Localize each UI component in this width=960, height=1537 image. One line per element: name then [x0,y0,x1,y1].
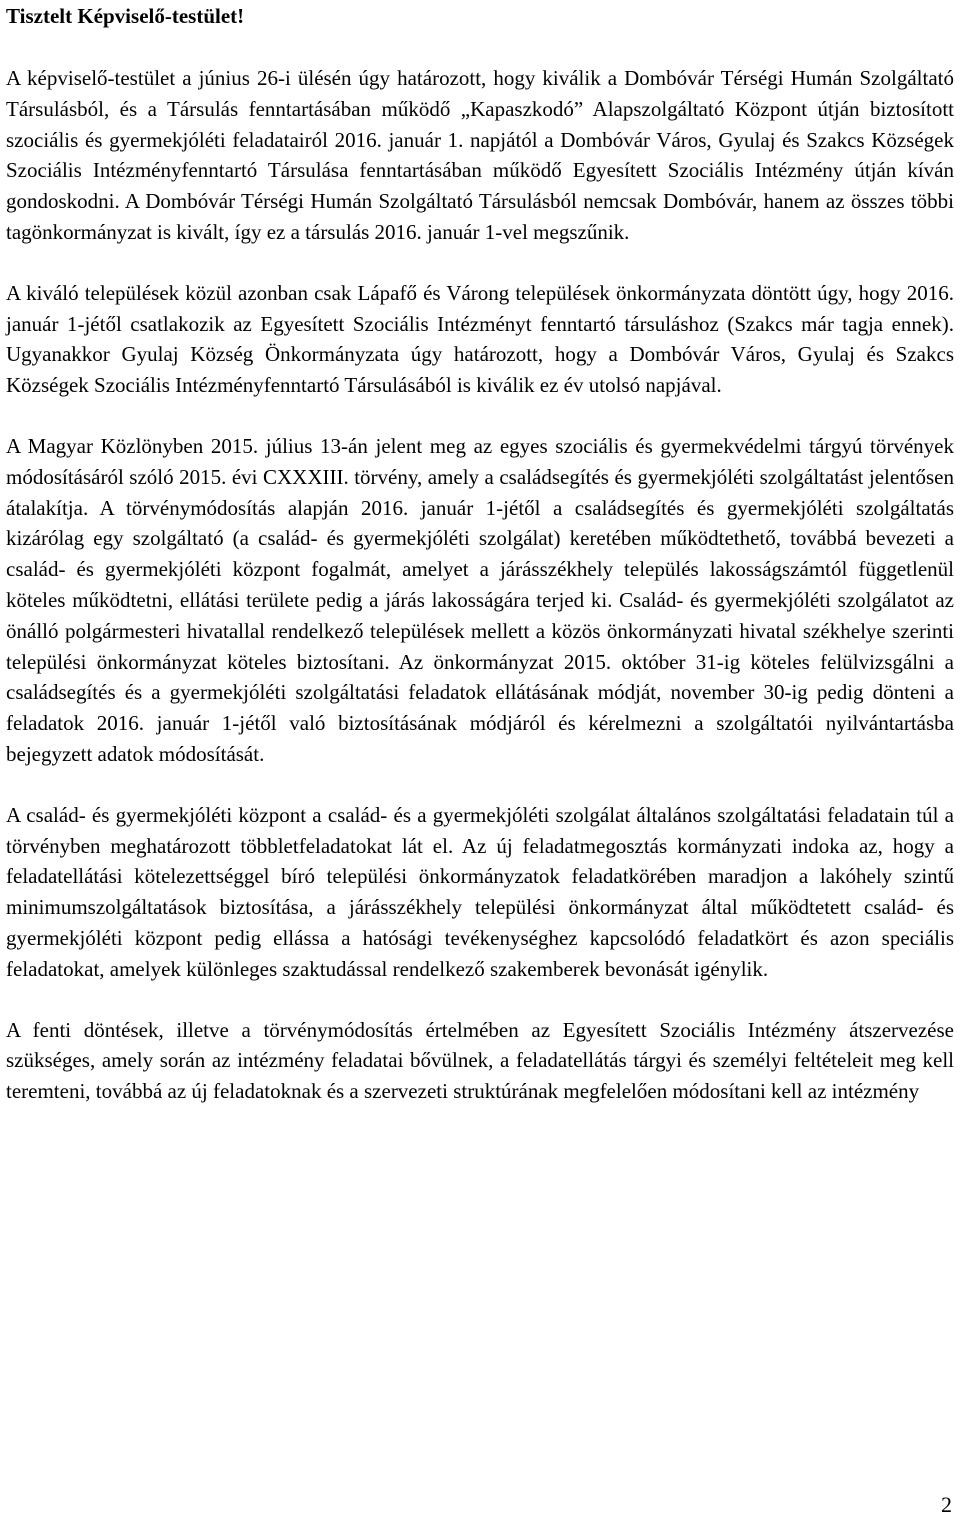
paragraph-5: A fenti döntések, illetve a törvénymódosítás értelmében az Egyesített Szociális Intézmény átszervezése szükséges, amely során az intézmény feladatai bővülnek, a feladatellátás tárgyi és személyi feltételeit meg kell teremteni, továbbá az új feladatoknak és a szervezeti struktúrának megfelelően módosítani kell az intézmény [6,1017,954,1104]
paragraph-2: A kiváló települések közül azonban csak Lápafő és Várong települések önkormányzata döntött úgy, hogy 2016. január 1-jétől csatlakozik az Egyesített Szociális Intézményt fenntartó társuláshoz (Szakcs már tagja ennek). Ugyanakkor Gyulaj Község Önkormányzata úgy határozott, hogy a Dombóvár Város, Gyulaj és Szakcs Községek Szociális Intézményfenntartó Társulásából is kiválik ez év utolsó napjával. [6,280,954,398]
paragraph-1: A képviselő-testület a június 26-i ülésén úgy határozott, hogy kiválik a Dombóvár Térségi Humán Szolgáltató Társulásból, és a Társulás fenntartásában működő „Kapaszkodó” Alapszolgáltató Központ útján biztosított szociális és gyermekjóléti feladatairól 2016. január 1. napjától a Dombóvár Város, Gyulaj és Szakcs Községek Szociális Intézményfenntartó Társulása fenntartásában működő Egyesített Szociális Intézmény útján kíván gondoskodni. A Dombóvár Térségi Humán Szolgáltató Társulásból nemcsak Dombóvár, hanem az összes többi tagönkormányzat is kivált, így ez a társulás 2016. január 1-vel megszűnik. [6,66,954,244]
page-number: 2 [941,1492,952,1517]
document-page [6,0,954,1107]
document-heading: Tisztelt Képviselő-testület! [6,4,245,28]
paragraph-3: A Magyar Közlönyben 2015. július 13-án jelent meg az egyes szociális és gyermekvédelmi tárgyú törvények módosításáról szóló 2015. évi CXXXIII. törvény, amely a családsegítés és gyermekjóléti szolgáltatást jelentősen átalakítja. A törvénymódosítás alapján 2016. január 1-jétől a családsegítés és gyermekjóléti szolgáltatás kizárólag egy szolgáltató (a család- és gyermekjóléti szolgálat) keretében működtethető, továbbá bevezeti a család- és gyermekjóléti központ fogalmát, amelyet a járásszékhely település lakosságszámtól függetlenül köteles működtetni, ellátási területe pedig a járás lakosságára terjed ki. Család- és gyermekjóléti szolgálatot az önálló polgármesteri hivatallal rendelkező települések mellett a közös önkormányzati hivatal székhelye szerinti települési önkormányzat köteles biztosítani. Az önkormányzat 2015. október 31-ig köteles felülvizsgálni a családsegítés és a gyermekjóléti szolgáltatási feladatok ellátásának módját, november 30-ig pedig dönteni a feladatok 2016. január 1-jétől való biztosításának módjáról és kérelmezni a szolgáltatói nyilvántartásba bejegyzett adatok módosítását. [6,433,954,766]
paragraph-4: A család- és gyermekjóléti központ a család- és a gyermekjóléti szolgálat általános szolgáltatási feladatain túl a törvényben meghatározott többletfeladatokat lát el. Az új feladatmegosztás kormányzati indoka az, hogy a feladatellátási kötelezettséggel bíró települési önkormányzatok feladatkörében maradjon a lakóhely szintű minimumszolgáltatások biztosítása, a járásszékhely települési önkormányzat által működtetett család- és gyermekjóléti központ pedig ellássa a hatósági tevékenységhez kapcsolódó feladatkört és azon speciális feladatokat, amelyek különleges szaktudással rendelkező szakemberek bevonását igénylik. [6,802,954,981]
